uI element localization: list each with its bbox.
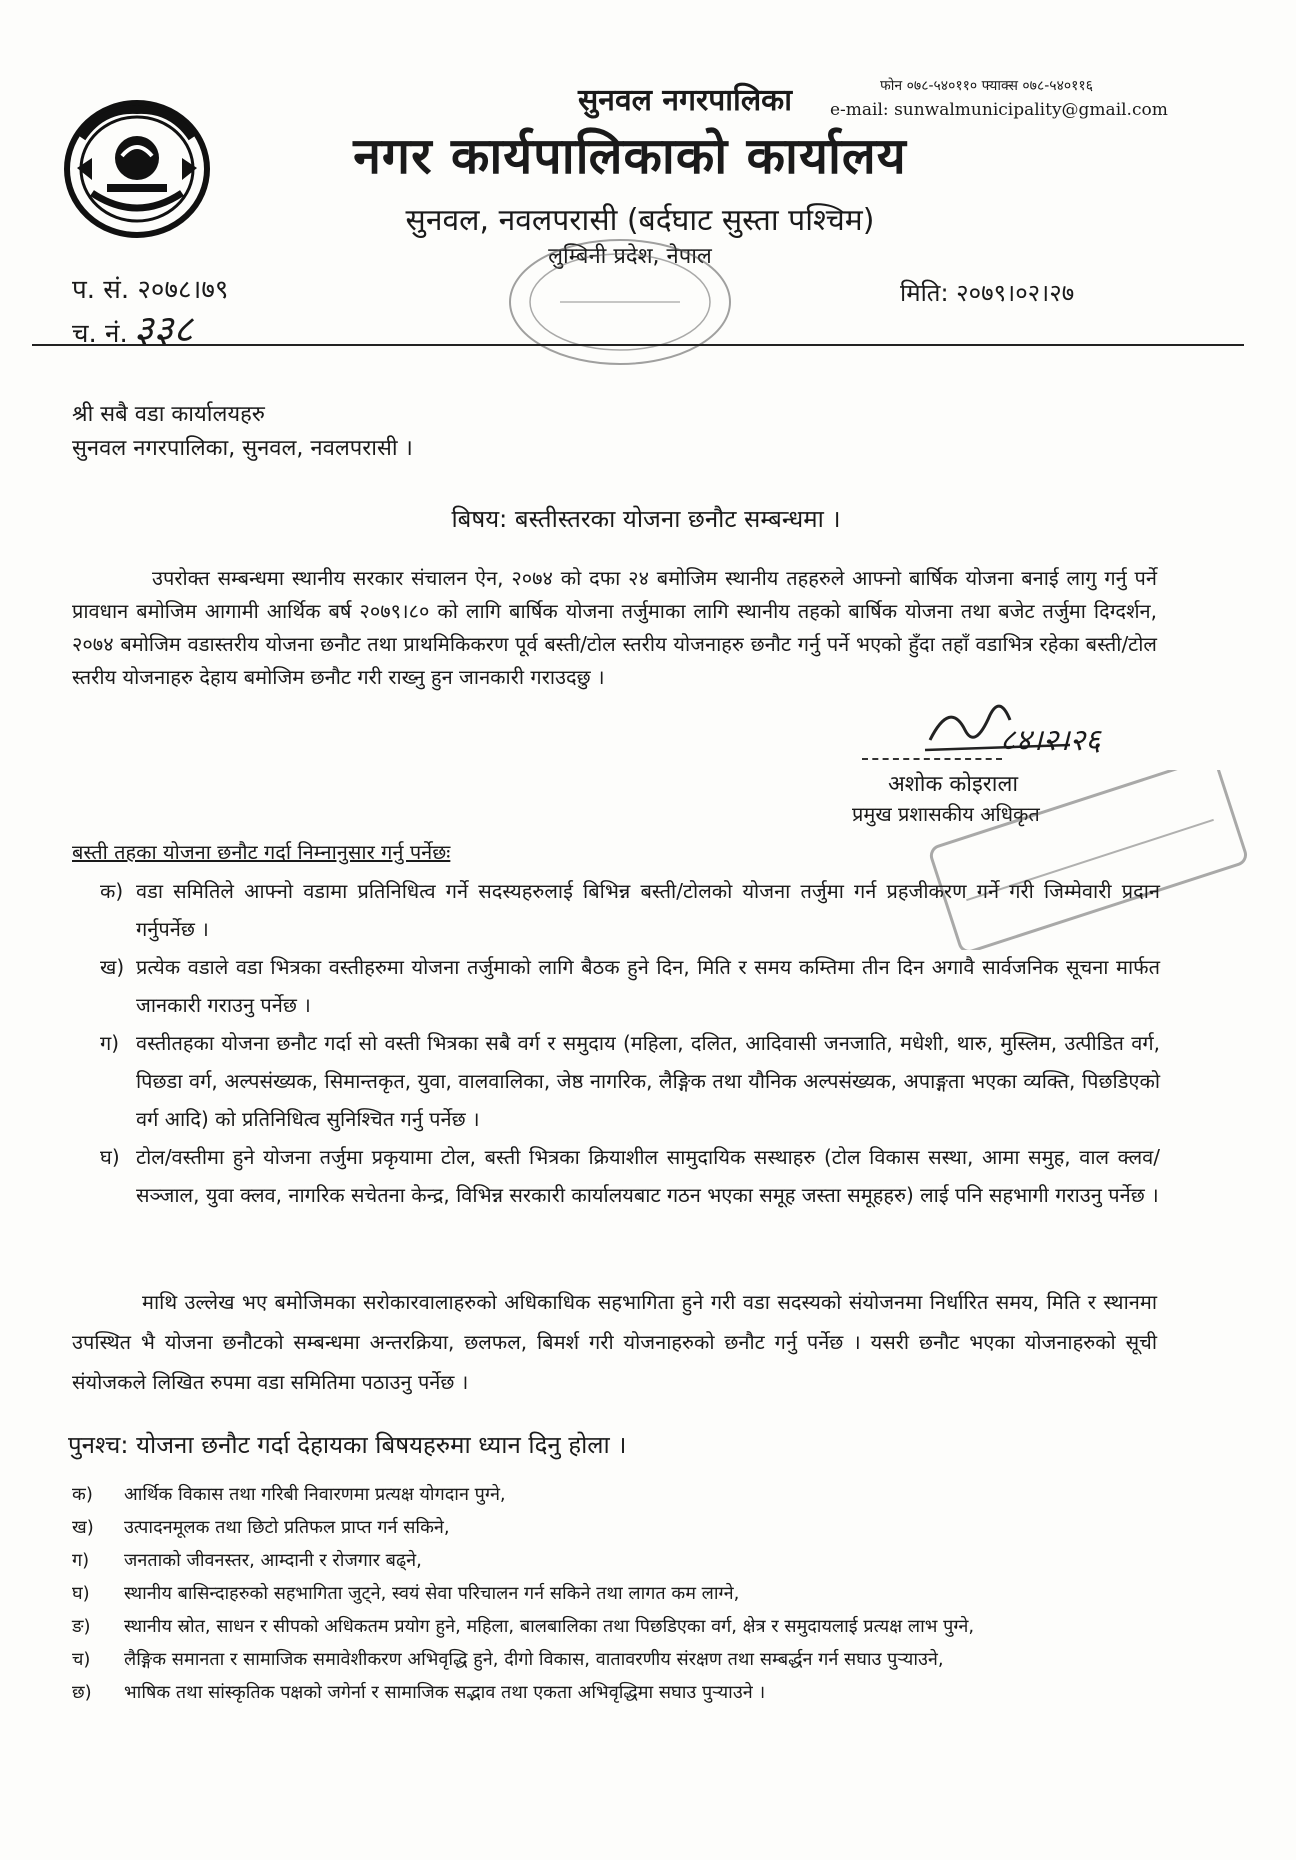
letter-serial-number: प. सं. २०७८।७९ — [72, 275, 229, 305]
addressee-line-2: सुनवल नगरपालिका, सुनवल, नवलपरासी । — [72, 436, 413, 461]
list-item — [72, 1513, 1152, 1542]
letter-date: मिति: २०७९।०२।२७ — [900, 279, 1075, 307]
item-text: आर्थिक विकास तथा गरिबी निवारणमा प्रत्यक्ष योगदान पुग्ने, — [124, 1484, 506, 1505]
list-item — [72, 1546, 1152, 1575]
item-text: जनताको जीवनस्तर, आम्दानी र रोजगार बढ्ने, — [124, 1550, 422, 1571]
item-text: टोल/वस्तीमा हुने योजना तर्जुमा प्रकृयामा टोल, बस्ती भित्रका क्रियाशील सामुदायिक सस्थाहरु (टोल विकास सस्था, आमा समुह, वाल क्लव/सञ्जाल, युवा क्लव, नागरिक सचेतना केन्द्र, विभिन्न सरकारी कार्यालयबाट गठन भएका समूह जस्ता समूहहरु) लाई पनि सहभागी गराउनु पर्नेछ । — [136, 1145, 1160, 1207]
list-item — [72, 1612, 1152, 1641]
item-text: भाषिक तथा सांस्कृतिक पक्षको जगेर्ना र सामाजिक सद्भाव तथा एकता अभिवृद्धिमा सघाउ पुऱ्याउने । — [124, 1682, 766, 1703]
guidelines-list — [100, 872, 1160, 1214]
item-text: वडा समितिले आफ्नो वडामा प्रतिनिधित्व गर्ने सदस्यहरुलाई बिभिन्न बस्ती/टोलको योजना तर्जुमा गर्न प्रहजीकरण गर्ने गरी जिम्मेवारी प्रदान गर्नुपर्नेछ । — [136, 879, 1160, 941]
item-marker: ख) — [72, 1517, 94, 1538]
phone-fax: फोन ०७८-५४०११० फ्याक्स ०७८-५४०११६ — [880, 78, 1093, 94]
dispatch-value: ३३८ — [133, 307, 194, 351]
item-marker: ङ) — [72, 1616, 91, 1637]
item-text: प्रत्येक वडाले वडा भित्रका वस्तीहरुमा योजना तर्जुमाको लागि बैठक हुने दिन, मिति र समय कम्तिमा तीन दिन अगावै सार्वजनिक सूचना मार्फत जानकारी गराउनु पर्नेछ । — [136, 955, 1160, 1017]
signatory-title: प्रमुख प्रशासकीय अधिकृत — [852, 802, 1040, 826]
dispatch-number — [72, 302, 193, 354]
list-item — [72, 1579, 1152, 1608]
item-text: उत्पादनमूलक तथा छिटो प्रतिफल प्राप्त गर्न सकिने, — [124, 1517, 450, 1538]
header-divider — [32, 344, 1244, 346]
municipality-name: सुनवल नगरपालिका — [578, 83, 792, 118]
list-item — [100, 948, 1160, 1024]
signature-date: ८४।२।२६ — [1000, 723, 1101, 758]
office-title: नगर कार्यपालिकाको कार्यालय — [353, 127, 907, 185]
list-item — [100, 1024, 1160, 1138]
item-marker: क) — [100, 879, 124, 903]
item-marker: ग) — [72, 1550, 90, 1571]
item-marker: ख) — [100, 955, 125, 979]
body-paragraph: उपरोक्त सम्बन्धमा स्थानीय सरकार संचालन ऐन, २०७४ को दफा २४ बमोजिम स्थानीय तहहरुले आफ्नो बार्षिक योजना बनाई लागु गर्नु पर्ने प्रावधान बमोजिम आगामी आर्थिक बर्ष २०७९।८० को लागि बार्षिक योजना तर्जुमाका लागि स्थानीय तहको बार्षिक योजना तथा बजेट तर्जुमा दिग्दर्शन, २०७४ बमोजिम वडास्तरीय योजना छनौट तथा प्राथमिकिकरण पूर्व बस्ती/टोल स्तरीय योजनाहरु छनौट गर्नु पर्ने भएको हुँदा तहाँ वडाभित्र रहेका बस्ती/टोल स्तरीय योजनाहरु देहाय बमोजिम छनौट गरी राख्नु हुन जानकारी गराउदछु । — [72, 566, 1157, 689]
dispatch-label: च. नं. — [72, 319, 128, 349]
municipality-logo — [62, 98, 212, 240]
list-item — [72, 1678, 1152, 1707]
signatory-name: अशोक कोइराला — [888, 772, 1019, 797]
list-item — [72, 1480, 1152, 1509]
item-marker: च) — [72, 1649, 91, 1670]
item-marker: ग) — [100, 1031, 120, 1055]
list-item — [72, 1645, 1152, 1674]
email-address: e-mail: sunwalmunicipality@gmail.com — [830, 100, 1168, 120]
item-text: स्थानीय बासिन्दाहरुको सहभागिता जुट्ने, स्वयं सेवा परिचालन गर्न सकिने तथा लागत कम लाग्ने, — [124, 1583, 740, 1604]
list-item — [100, 872, 1160, 948]
office-address: सुनवल, नवलपरासी (बर्दघाट सुस्ता पश्चिम) — [405, 203, 875, 238]
signature-line — [862, 758, 1002, 760]
letter-subject: बिषय: बस्तीस्तरका योजना छनौट सम्बन्धमा । — [451, 505, 841, 533]
instruction-paragraph: माथि उल्लेख भए बमोजिमका सरोकारवालाहरुको अधिकाधिक सहभागिता हुने गरी वडा सदस्यको संयोजनमा निर्धारित समय, मिति र स्थानमा उपस्थित भै योजना छनौटको सम्बन्धमा अन्तरक्रिया, छलफल, बिमर्श गरी योजनाहरुको छनौट गर्नु पर्नेछ । यसरी छनौट भएका योजनाहरुको सूची संयोजकले लिखित रुपमा वडा समितिमा पठाउनु पर्नेछ । — [72, 1290, 1157, 1394]
postscript-list — [72, 1480, 1152, 1711]
province-line: लुम्बिनी प्रदेश, नेपाल — [548, 244, 712, 269]
office-stamp — [500, 232, 740, 372]
postscript-heading: पुनश्च: योजना छनौट गर्दा देहायका बिषयहरुमा ध्यान दिनु होला । — [68, 1431, 627, 1459]
item-text: वस्तीतहका योजना छनौट गर्दा सो वस्ती भित्रका सबै वर्ग र समुदाय (महिला, दलित, आदिवासी जनजाति, मधेशी, थारु, मुस्लिम, उत्पीडित वर्ग, पिछडा वर्ग, अल्पसंख्यक, सिमान्तकृत, युवा, वालवालिका, जेष्ठ नागरिक, लैङ्गिक तथा यौनिक अल्पसंख्यक, अपाङ्गता भएका व्यक्ति, पिछडिएको वर्ग आदि) को प्रतिनिधित्व सुनिश्चित गर्नु पर्नेछ । — [136, 1031, 1160, 1131]
item-marker: घ) — [72, 1583, 90, 1604]
item-text: लैङ्गिक समानता र सामाजिक समावेशीकरण अभिवृद्धि हुने, दीगो विकास, वातावरणीय संरक्षण तथा सम्बर्द्धन गर्न सघाउ पुऱ्याउने, — [124, 1649, 944, 1670]
addressee-line-1: श्री सबै वडा कार्यालयहरु — [72, 402, 265, 427]
item-text: स्थानीय स्रोत, साधन र सीपको अधिकतम प्रयोग हुने, महिला, बालबालिका तथा पिछडिएका वर्ग, क्षेत्र र समुदायलाई प्रत्यक्ष लाभ पुग्ने, — [124, 1616, 975, 1637]
list-item — [100, 1138, 1160, 1214]
item-marker: घ) — [100, 1145, 120, 1169]
item-marker: छ) — [72, 1682, 92, 1703]
guidelines-heading: बस्ती तहका योजना छनौट गर्दा निम्नानुसार गर्नु पर्नेछः — [72, 840, 451, 864]
item-marker: क) — [72, 1484, 93, 1505]
